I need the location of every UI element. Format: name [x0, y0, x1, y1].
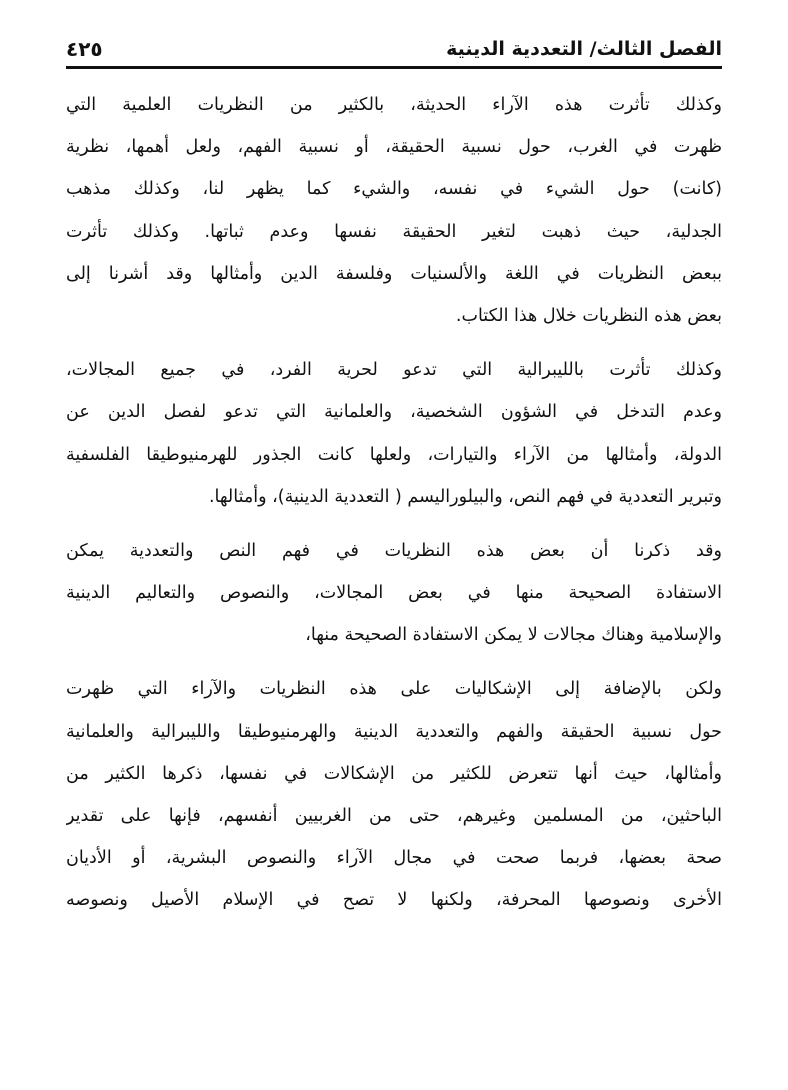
- text-line: وعدم التدخل في الشؤون الشخصية، والعلمانية التي تدعو لفصل الدين عن: [66, 402, 722, 423]
- text-line: حول نسبية الحقيقة والفهم والتعددية الدينية والهرمنيوطيقا والليبرالية والعلمانية: [66, 721, 722, 742]
- text-line: (كانت) حول الشيء في نفسه، والشيء كما يظهر لنا، وكذلك مذهب: [66, 179, 722, 200]
- text-line: ظهرت في الغرب، حول نسبية الحقيقة، أو نسبية الفهم، ولعل أهمها، نظرية: [66, 137, 722, 158]
- text-line: وكذلك تأثرت بالليبرالية التي تدعو لحرية الفرد، في جميع المجالات،: [66, 360, 722, 381]
- chapter-title: الفصل الثالث/ التعددية الدينية: [446, 38, 722, 60]
- text-line: وقد ذكرنا أن بعض هذه النظريات في فهم النص والتعددية يمكن: [66, 540, 722, 561]
- text-line: وكذلك تأثرت هذه الآراء الحديثة، بالكثير من النظريات العلمية التي: [66, 95, 722, 115]
- text-line: الباحثين، من المسلمين وغيرهم، حتى من الغربيين أنفسهم، فإنها على تقدير: [66, 806, 722, 826]
- text-line: بعض هذه النظريات خلال هذا الكتاب.: [455, 305, 722, 326]
- paragraph-4: [66, 668, 722, 921]
- text-line: الأخرى ونصوصها المحرفة، ولكنها لا تصح في الإسلام الأصيل ونصوصه: [66, 890, 722, 911]
- text-line: الاستفادة الصحيحة منها في بعض المجالات، والنصوص والتعاليم الدينية: [66, 583, 722, 604]
- text-line: وتبرير التعددية في فهم النص، والبيلوراليسم ( التعددية الدينية)، وأمثالها.: [208, 486, 722, 507]
- paragraph-2: [66, 349, 722, 518]
- text-line: الدولة، وأمثالها من الآراء والتيارات، ولعلها كانت الجذور للهرمنيوطيقا الفلسفية: [66, 444, 722, 465]
- paragraph-3: [66, 530, 722, 657]
- header-rule: [66, 66, 722, 69]
- text-line: صحة بعضها، فربما صحت في مجال الآراء والنصوص البشرية، أو الأديان: [66, 848, 722, 869]
- text-line: ببعض النظريات في اللغة والألسنيات وفلسفة الدين وأمثالها وقد أشرنا إلى: [66, 263, 722, 284]
- running-header: [66, 30, 722, 64]
- body-text: [66, 84, 722, 934]
- text-line: الجدلية، حيث ذهبت لتغير الحقيقة نفسها وعدم ثباتها. وكذلك تأثرت: [66, 221, 722, 242]
- text-line: والإسلامية وهناك مجالات لا يمكن الاستفادة الصحيحة منها،: [305, 625, 722, 646]
- text-line: ولكن بالإضافة إلى الإشكاليات على هذه النظريات والآراء التي ظهرت: [66, 679, 722, 700]
- page-number: ٤٢٥: [66, 37, 103, 61]
- text-line: وأمثالها، حيث أنها تتعرض للكثير من الإشكالات في نفسها، ذكرها الكثير من: [66, 763, 722, 784]
- paragraph-1: [66, 84, 722, 337]
